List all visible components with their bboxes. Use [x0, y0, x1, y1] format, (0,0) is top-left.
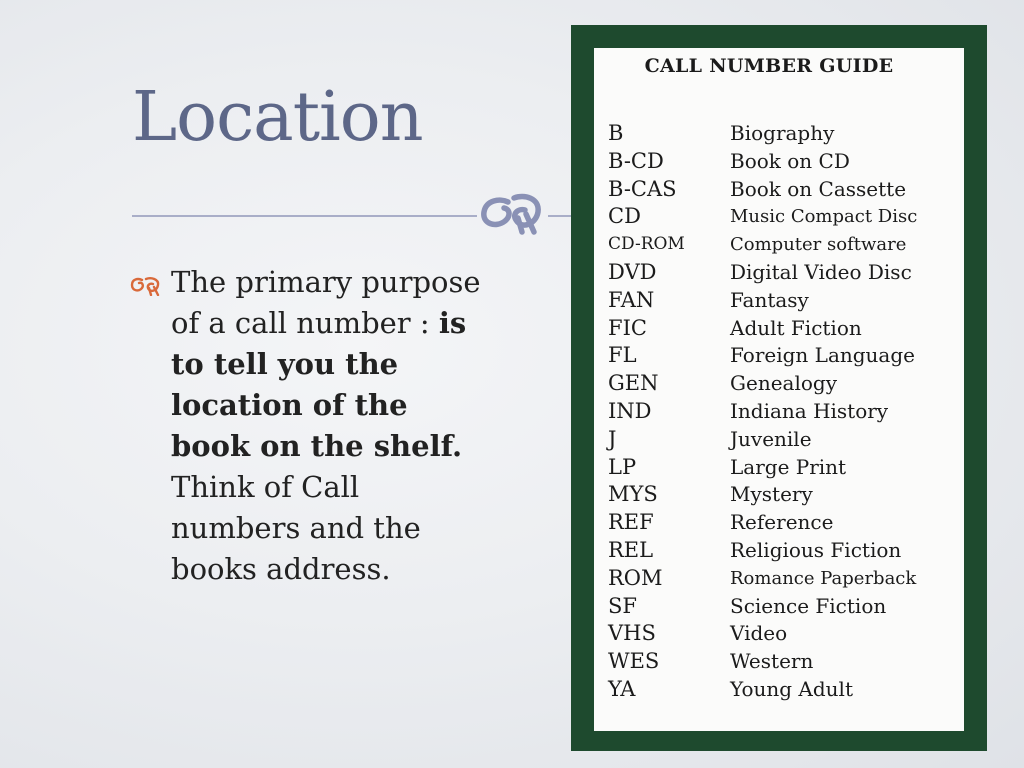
- call-number-row: [608, 370, 964, 398]
- call-number-row: [608, 426, 964, 454]
- call-number-code: MYS: [608, 482, 658, 507]
- call-number-description: Book on Cassette: [730, 176, 907, 201]
- call-number-guide-title: CALL NUMBER GUIDE: [644, 55, 894, 77]
- call-number-row: [608, 259, 964, 287]
- call-number-code: FIC: [608, 315, 647, 340]
- call-number-code: B-CD: [608, 148, 664, 173]
- call-number-row: [608, 620, 964, 648]
- call-number-description: Genealogy: [730, 371, 837, 396]
- call-number-code: CD-ROM: [608, 234, 685, 255]
- call-number-row: [608, 509, 964, 537]
- call-number-code: J: [608, 426, 617, 451]
- call-number-code: VHS: [608, 621, 656, 646]
- bullet-text-bold: is to tell you the location of the book on the shelf.: [171, 306, 467, 463]
- call-number-row: [608, 176, 964, 204]
- call-number-description: Young Adult: [730, 676, 853, 701]
- call-number-description: Romance Paperback: [730, 567, 917, 589]
- call-number-code: WES: [608, 649, 660, 674]
- call-number-description: Reference: [730, 510, 834, 535]
- call-number-code: IND: [608, 398, 652, 423]
- call-number-code: B: [608, 121, 624, 145]
- call-number-description: Western: [730, 649, 814, 674]
- call-number-code: GEN: [608, 371, 659, 396]
- call-number-description: Video: [730, 621, 788, 646]
- call-number-list: [608, 120, 964, 704]
- bullet-text-start: The primary purpose of a call number :: [171, 265, 481, 340]
- call-number-description: Indiana History: [730, 398, 889, 423]
- call-number-code: FL: [608, 343, 637, 368]
- call-number-row: [608, 342, 964, 370]
- call-number-row: [608, 454, 964, 482]
- call-number-row: [608, 593, 964, 621]
- call-number-description: Juvenile: [730, 426, 812, 451]
- call-number-code: SF: [608, 593, 637, 618]
- call-number-code: YA: [608, 676, 636, 701]
- call-number-row: [608, 676, 964, 704]
- call-number-description: Religious Fiction: [730, 537, 902, 562]
- call-number-description: Computer software: [730, 234, 907, 256]
- call-number-row: [608, 148, 964, 176]
- call-number-code: CD: [608, 204, 641, 229]
- call-number-code: B-CAS: [608, 176, 677, 201]
- bullet-text-end: Think of Call numbers and the books address.: [171, 470, 421, 586]
- call-number-description: Biography: [730, 121, 835, 145]
- call-number-row: [608, 287, 964, 315]
- call-number-row: [608, 565, 964, 593]
- title-divider-line: [132, 215, 477, 217]
- call-number-description: Mystery: [730, 482, 813, 507]
- call-number-description: Music Compact Disc: [730, 206, 918, 228]
- curled-ornament-icon: [478, 188, 548, 238]
- call-number-code: REL: [608, 537, 654, 562]
- call-number-description: Adult Fiction: [730, 315, 862, 340]
- call-number-description: Book on CD: [730, 148, 850, 173]
- call-number-row: [608, 203, 964, 231]
- call-number-description: Science Fiction: [730, 593, 887, 618]
- call-number-row: [608, 231, 964, 259]
- call-number-description: Digital Video Disc: [730, 259, 912, 284]
- call-number-row: [608, 648, 964, 676]
- call-number-code: ROM: [608, 565, 663, 590]
- call-number-row: [608, 120, 964, 148]
- title-divider-line-right: [548, 215, 572, 217]
- call-number-description: Fantasy: [730, 287, 809, 312]
- call-number-code: REF: [608, 510, 654, 535]
- curled-bullet-icon: [130, 274, 164, 296]
- call-number-code: FAN: [608, 287, 655, 312]
- slide-title: Location: [132, 78, 423, 157]
- call-number-description: Foreign Language: [730, 343, 915, 368]
- call-number-description: Large Print: [730, 454, 847, 479]
- call-number-code: LP: [608, 454, 637, 479]
- call-number-row: [608, 398, 964, 426]
- call-number-row: [608, 537, 964, 565]
- call-number-code: DVD: [608, 259, 657, 284]
- bullet-text: [171, 262, 481, 590]
- call-number-row: [608, 481, 964, 509]
- call-number-row: [608, 315, 964, 343]
